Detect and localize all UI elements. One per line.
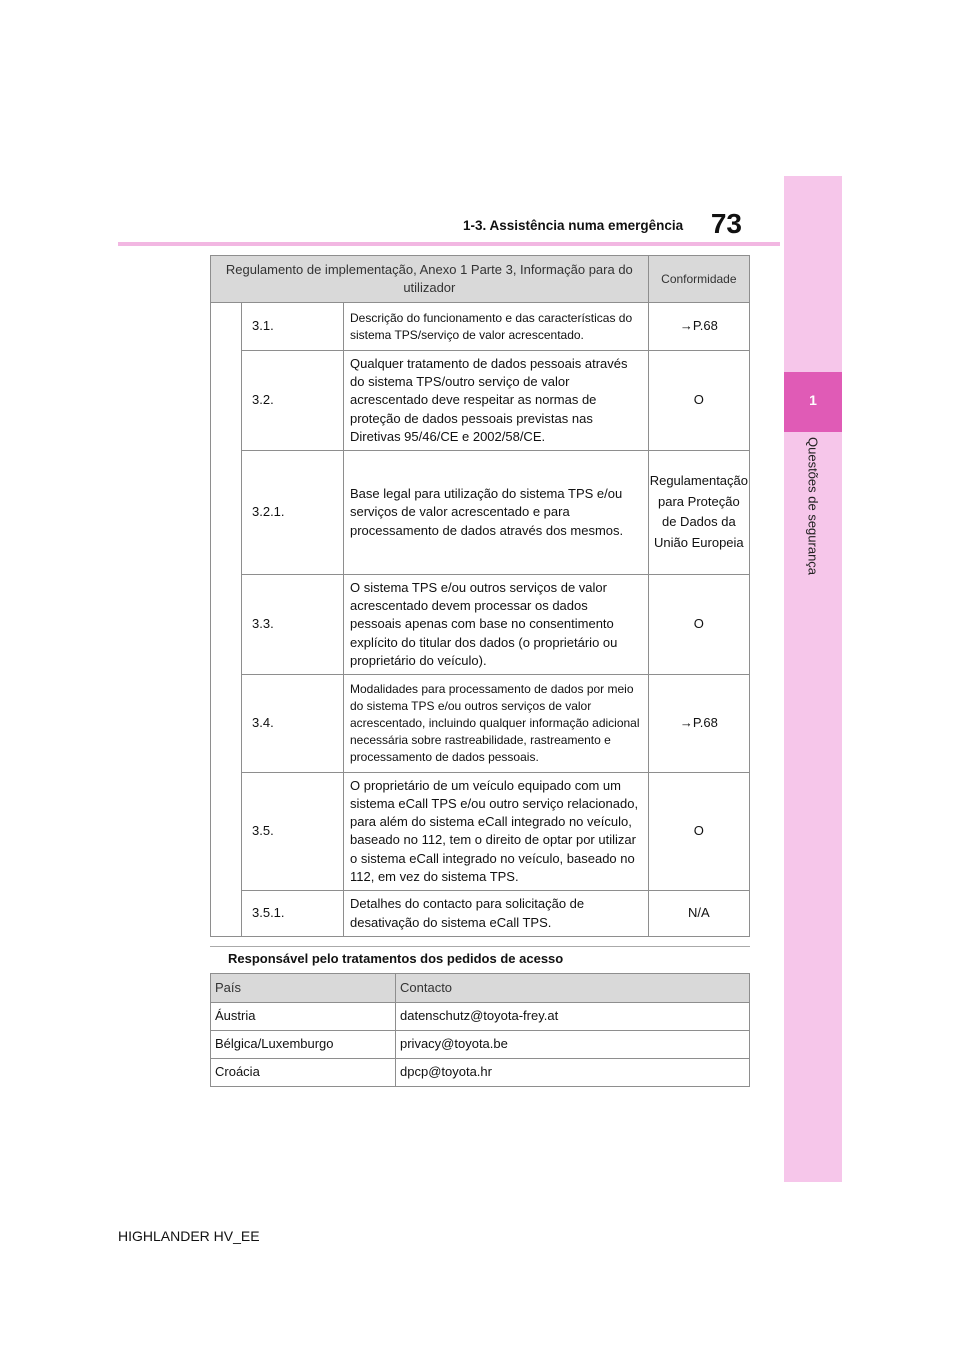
conformity-header: Conformidade (648, 256, 749, 303)
row-conformity: O (648, 351, 749, 451)
table-row (211, 303, 750, 351)
row-description: O proprietário de um veículo equipado com um sistema eCall TPS e/ou outro serviço relacionado, para além do sistema eCall integrado no veículo, baseado no 112, tem o direito de optar por utilizar o sistema eCall integrado no veículo, baseado no 112, em vez do sistema TPS. (344, 772, 649, 890)
section-title: 1-3. Assistência numa emergência (463, 218, 684, 233)
table-row (211, 674, 750, 772)
contact-email: dpcp@toyota.hr (396, 1059, 750, 1087)
row-description: Descrição do funcionamento e das características do sistema TPS/serviço de valor acrescentado. (344, 303, 649, 351)
table-row (211, 1003, 750, 1031)
table-row (211, 891, 750, 937)
contacts-heading: Responsável pelo tratamentos dos pedidos de acesso (228, 951, 564, 966)
row-conformity: →P.68 (648, 674, 749, 772)
table-row (211, 1031, 750, 1059)
row-conformity: O (648, 772, 749, 890)
contacts-table (210, 973, 750, 1087)
row-number: 3.4. (242, 674, 344, 772)
footer-model: HIGHLANDER HV_EE (118, 1228, 260, 1244)
country-cell: Croácia (211, 1059, 396, 1087)
row-description: Detalhes do contacto para solicitação de desativação do sistema eCall TPS. (344, 891, 649, 937)
row-description: O sistema TPS e/ou outros serviços de valor acrescentado devem processar os dados pessoais apenas com base no consentimento explícito do titular dos dados (o proprietário ou proprietário do veículo). (344, 574, 649, 674)
row-conformity: Regulamentação para Proteção de Dados da União Europeia (648, 450, 749, 574)
country-header: País (211, 974, 396, 1003)
chapter-side-tab (784, 176, 842, 1182)
table-row (211, 351, 750, 451)
country-cell: Áustria (211, 1003, 396, 1031)
blank-column (211, 303, 242, 937)
regulation-header: Regulamento de implementação, Anexo 1 Parte 3, Informação para do utilizador (211, 256, 649, 303)
chapter-number: 1 (809, 392, 817, 408)
table-row (211, 450, 750, 574)
row-conformity: →P.68 (648, 303, 749, 351)
header-rule (118, 242, 780, 246)
country-cell: Bélgica/Luxemburgo (211, 1031, 396, 1059)
regulation-table (210, 255, 750, 937)
contact-header: Contacto (396, 974, 750, 1003)
contact-email: datenschutz@toyota-frey.at (396, 1003, 750, 1031)
row-conformity: N/A (648, 891, 749, 937)
page-number: 73 (710, 208, 742, 239)
table-row (211, 1059, 750, 1087)
row-description: Modalidades para processamento de dados por meio do sistema TPS e/ou outros serviços de valor acrescentado, incluindo qualquer informação adicional necessária sobre rastreabilidade, rastreamento e processamento de dados pessoais. (344, 674, 649, 772)
contacts-header-row (211, 974, 750, 1003)
row-number: 3.5.1. (242, 891, 344, 937)
row-description: Base legal para utilização do sistema TPS e/ou serviços de valor acrescentado e para processamento de dados através dos mesmos. (344, 450, 649, 574)
row-number: 3.5. (242, 772, 344, 890)
section-divider (210, 946, 750, 947)
contact-email: privacy@toyota.be (396, 1031, 750, 1059)
row-number: 3.1. (242, 303, 344, 351)
row-number: 3.2. (242, 351, 344, 451)
table-header-row (211, 256, 750, 303)
row-number: 3.3. (242, 574, 344, 674)
table-row (211, 772, 750, 890)
row-conformity: O (648, 574, 749, 674)
row-description: Qualquer tratamento de dados pessoais através do sistema TPS/outro serviço de valor acrescentado deve respeitar as normas de proteção de dados pessoais previstas nas Diretivas 95/46/CE e 2002/58/CE. (344, 351, 649, 451)
chapter-label: Questões de segurança (805, 437, 821, 576)
table-row (211, 574, 750, 674)
row-number: 3.2.1. (242, 450, 344, 574)
